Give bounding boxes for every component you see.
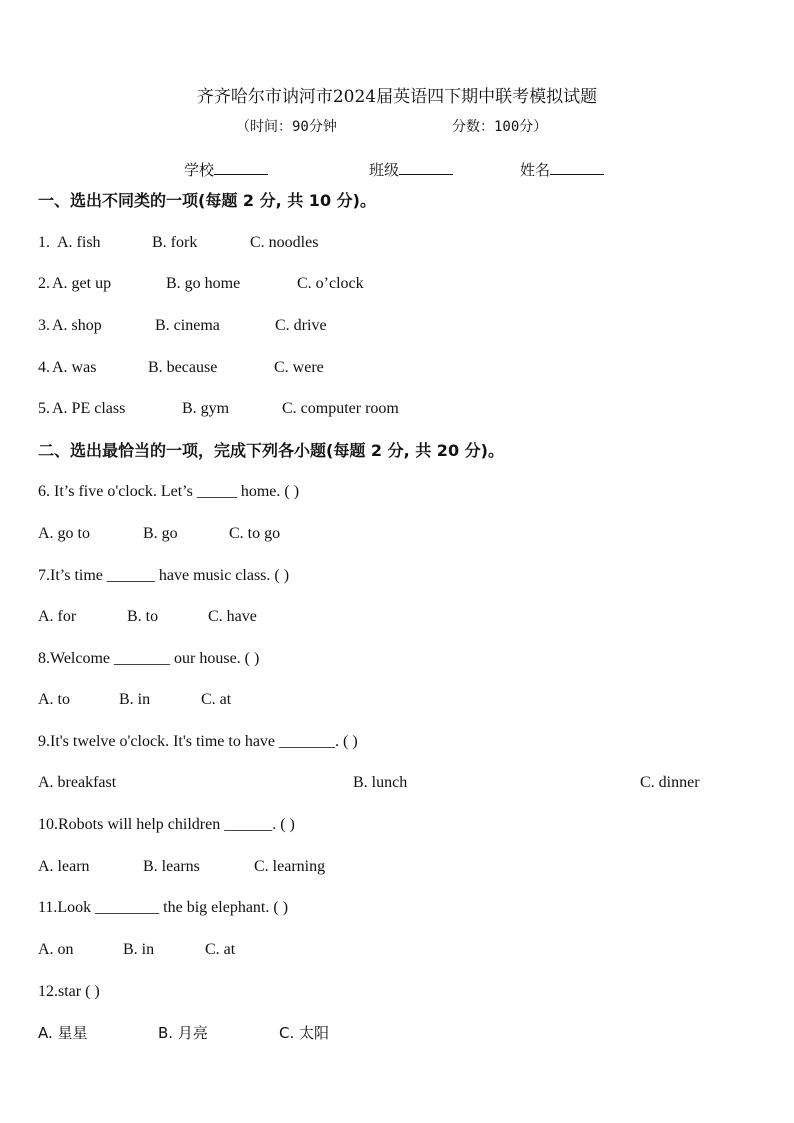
option-b: B. gym [182, 400, 230, 417]
option-c: C. dinner [640, 774, 700, 791]
class-blank[interactable] [399, 160, 453, 175]
exam-time: （时间：90分钟 [236, 119, 337, 135]
option-b: B. cinema [155, 317, 220, 334]
option-c: C. drive [275, 317, 327, 334]
name-label: 姓名 [520, 161, 551, 179]
option-c: C. at [205, 941, 236, 958]
option-b: B. to [127, 608, 159, 625]
option-a: A. go to [38, 525, 90, 542]
option-a: A. learn [38, 858, 90, 875]
option-c: C. learning [254, 858, 326, 875]
option-a: A. to [38, 691, 70, 708]
option-b: B. in [119, 691, 151, 708]
question-text: 12.star ( ) [38, 983, 100, 1000]
option-a: A. shop [52, 317, 102, 334]
option-a: A. get up [52, 275, 112, 292]
question-text: 11.Look ________ the big elephant. ( ) [38, 899, 289, 916]
option-a: A. on [38, 941, 74, 958]
name-field [520, 160, 604, 180]
option-a: A. was [52, 359, 97, 376]
school-blank[interactable] [214, 160, 268, 175]
school-label: 学校 [184, 161, 215, 179]
option-c: C. to go [229, 525, 281, 542]
section1-heading: 一、选出不同类的一项(每题 2 分, 共 10 分)。 [38, 191, 376, 210]
school-field [184, 160, 268, 180]
option-c: C. noodles [250, 234, 319, 251]
item-number: 5. [38, 400, 50, 417]
item-number: 2. [38, 275, 50, 292]
item-number: 3. [38, 317, 50, 334]
option-c: C. 太阳 [279, 1024, 330, 1042]
question-text: 9.It's twelve o'clock. It's time to have _______. ( ) [38, 733, 358, 750]
item-number: 1. [38, 234, 50, 251]
question-text: 8.Welcome _______ our house. ( ) [38, 650, 260, 667]
option-b: B. because [148, 359, 218, 376]
option-a: A. fish [57, 234, 101, 251]
option-a: A. breakfast [38, 774, 117, 791]
exam-score: 分数：100分） [452, 119, 548, 135]
option-a: A. 星星 [38, 1024, 88, 1042]
option-b: B. in [123, 941, 155, 958]
section2-heading: 二、选出最恰当的一项，完成下列各小题(每题 2 分, 共 20 分)。 [38, 441, 504, 460]
exam-title: 齐齐哈尔市讷河市2024届英语四下期中联考模拟试题 [196, 87, 598, 107]
class-label: 班级 [369, 161, 400, 179]
question-text: 6. It’s five o'clock. Let’s _____ home. ( ) [38, 483, 300, 500]
option-c: C. have [208, 608, 257, 625]
option-c: C. at [201, 691, 232, 708]
option-b: B. go home [166, 275, 241, 292]
name-blank[interactable] [550, 160, 604, 175]
question-text: 7.It’s time ______ have music class. ( ) [38, 567, 290, 584]
option-c: C. were [274, 359, 324, 376]
option-b: B. learns [143, 858, 200, 875]
class-field [369, 160, 453, 180]
option-b: B. go [143, 525, 178, 542]
option-a: A. PE class [52, 400, 126, 417]
option-b: B. fork [152, 234, 198, 251]
question-text: 10.Robots will help children ______. ( ) [38, 816, 295, 833]
option-b: B. 月亮 [158, 1024, 208, 1042]
option-b: B. lunch [353, 774, 408, 791]
option-c: C. computer room [282, 400, 399, 417]
option-c: C. o’clock [297, 275, 364, 292]
option-a: A. for [38, 608, 77, 625]
item-number: 4. [38, 359, 50, 376]
